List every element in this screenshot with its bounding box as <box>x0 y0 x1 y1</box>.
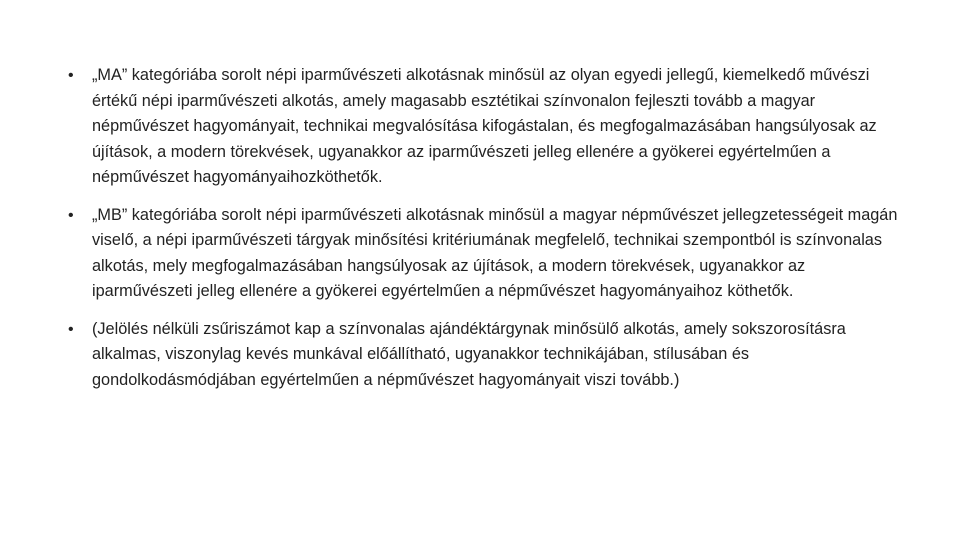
bullet-item <box>68 203 898 305</box>
slide-content <box>68 63 898 405</box>
bullet-text: „MA” kategóriába sorolt népi iparművészeti alkotásnak minősül az olyan egyedi jellegű, kiemelkedő művészi értékű népi iparművészeti alkotás, amely magasabb esztétikai színvonalon fejleszti tovább a magyar népművészet hagyományait, technikai megvalósítása kifogástalan, és megfogalmazásában hangsúlyosak az újítások, a modern törekvések, ugyanakkor az iparművészeti jelleg ellenére a gyökerei egyértelműen a népművészet hagyományaihozköthetők. <box>92 66 877 186</box>
bullet-dot-icon: • <box>68 67 74 84</box>
bullet-dot-icon: • <box>68 320 74 338</box>
bullet-text: (Jelölés nélküli zsűriszámot kap a színvonalas ajándéktárgynak minősülő alkotás, amely sokszorosításra alkalmas, viszonylag kevés munkával előállítható, ugyanakkor technikájában, stílusában és gondolkodásmódjában egyértelműen a népművészet hagyományait viszi tovább.) <box>92 319 846 389</box>
bullet-list <box>68 63 898 393</box>
bullet-text: „MB” kategóriába sorolt népi iparművészeti alkotásnak minősül a magyar népművészet jellegzetességeit magán viselő, a népi iparművészeti tárgyak minősítési kritériumának megfelelő, technikai szempontból is színvonalas alkotás, mely megfogalmazásában hangsúlyosak az újítások, a modern törekvések, ugyanakkor az iparművészeti jelleg ellenére a gyökerei egyértelműen a népművészet hagyományaihoz köthetők. <box>92 205 898 300</box>
bullet-item <box>68 317 898 394</box>
bullet-item <box>68 63 898 191</box>
bullet-dot-icon: • <box>68 206 74 224</box>
